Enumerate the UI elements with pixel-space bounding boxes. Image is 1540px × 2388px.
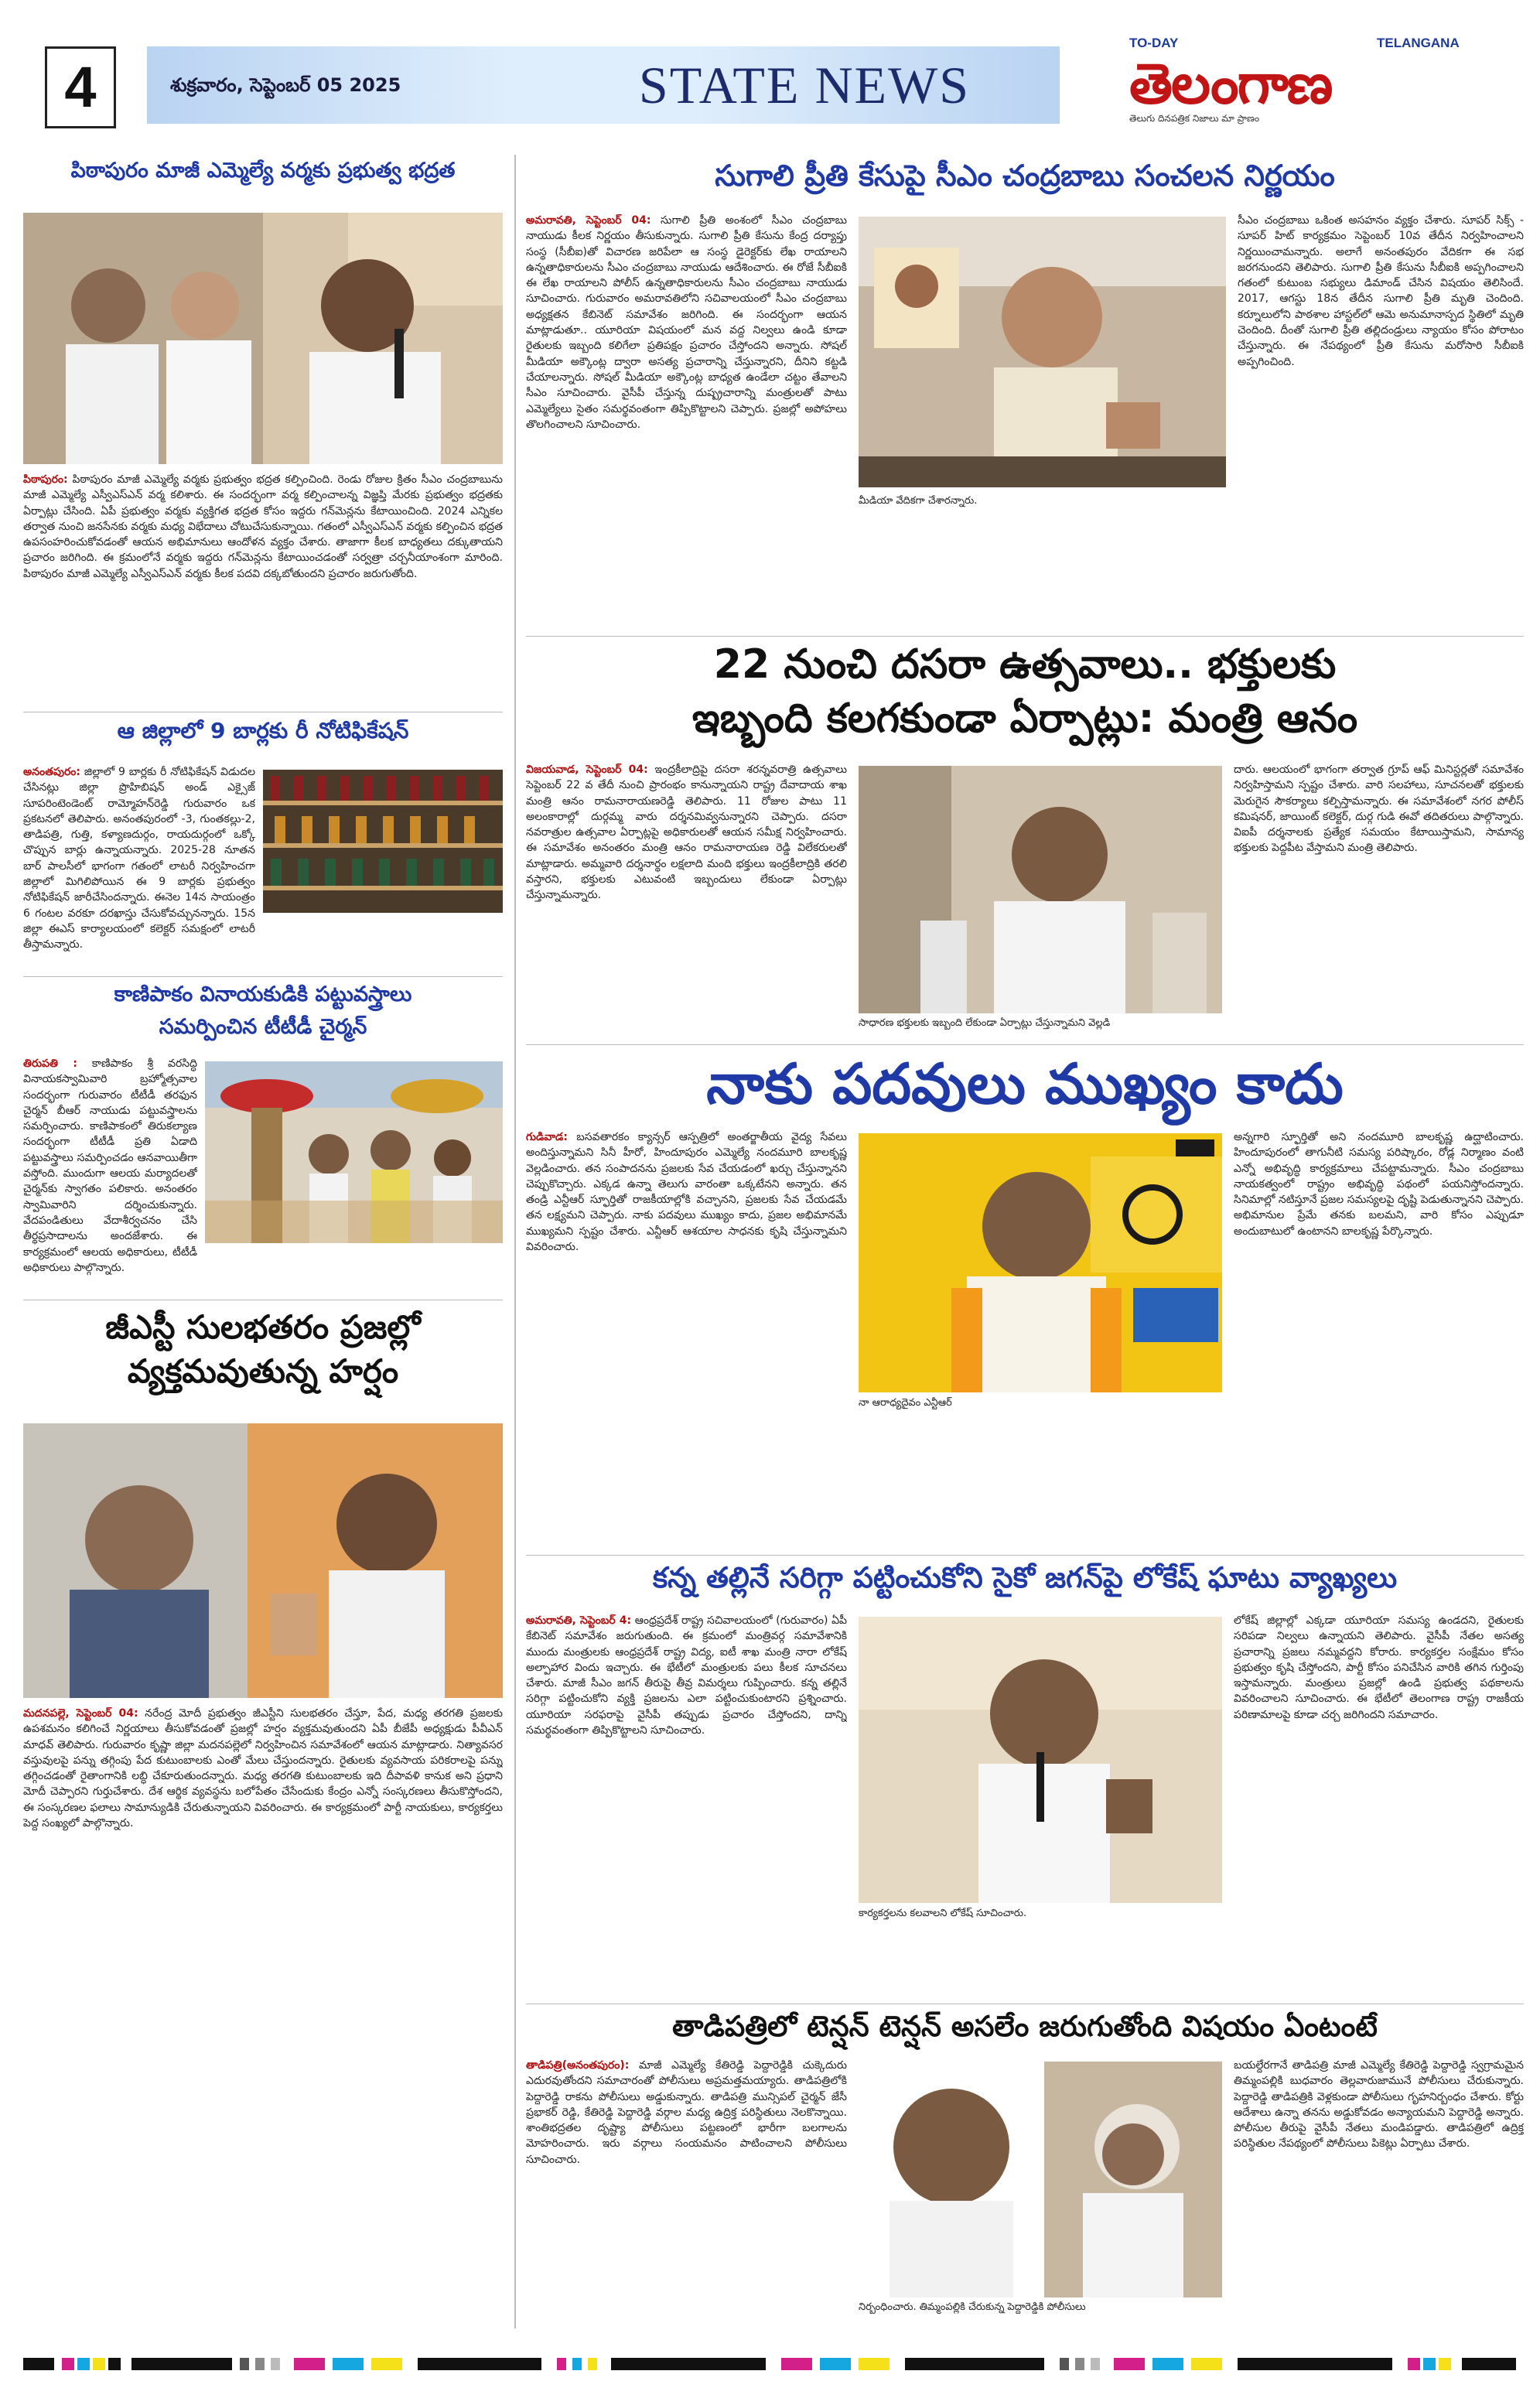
lokesh-photo-caption: కార్యకర్తలను కలవాలని లోకేష్ సూచించారు. [859,1908,1027,1919]
kanipakam-dateline: తిరుపతి : [23,1057,77,1070]
balakrishna-text-left: బసవతారకం క్యాన్సర్ ఆస్పత్రిలో అంతర్జాతీయ వైద్య సేవలు అందిస్తున్నామని సినీ హీరో, హిందూపురం ఎమ్మెల్యే నందమూరి బాలకృష్ణ వెల్లడించారు. తన సంపాదనను ప్రజలకు సేవ చేయడంలో ఖర్చు చేస్తున్నానని చెప్పుకొచ్చారు. ఎక్కడ ఉన్నా తెలుగు వారంతా ఒక్కటేనని అన్నారు. తన తండ్రి ఎన్టీఆర్ స్ఫూర్తితో రాజకీయాల్లోకి వచ్చానని, ప్రజలకు సేవ చేయడమే తన లక్ష్యమని చెప్పారు. నాకు పదవులు ముఖ్యం కాదు, ప్రజల అభిమానమే ముఖ్యమని స్పష్టం చేశారు. ఎన్టీఆర్ ఆశయాల సాధనకు కృషి చేస్తున్నామని వివరించారు. [526,1131,847,1254]
sugali-text-left: సుగాలి ప్రీతి అంశంలో సీఎం చంద్రబాబు నాయుడు కీలక నిర్ణయం తీసుకున్నారు. సుగాలి ప్రీతి కేసును కేంద్ర దర్యాప్తు సంస్థ (సీబీఐ)తో విచారణ జరిపేలా ఆ సంస్థ డైరెక్టర్‌కు లేఖ రాయాలని ఉన్నతాధికారులను సీఎం చంద్రబాబు నాయుడు ఆదేశించారు. ఈ రోజే సీబీఐకి ఈ లేఖ రాయాలని పోలీస్ ఉన్నతాధికారులను సీఎం చంద్రబాబు నాయుడు సూచించారు. గురువారం అమరావతిలోని సచివాలయంలో సీఎం చంద్రబాబు అధ్యక్షతన కేబినెట్ సమావేశం జరిగింది. ఈ సందర్భంగా ఆయన మాట్లాడుతూ.. యూరియా విషయంలో మన వద్ద నిల్వలు ఉండి కూడా రైతులకు ఇబ్బంది కలిగేలా ప్రతిపక్షం ప్రచారం చేస్తోందని అన్నారు. సోషల్ మీడియా అక్కౌంట్ల ద్వారా అసత్య ప్రచారాన్ని చేస్తున్నారని, దీనిని కట్టడి చేయాలన్నారు. సోషల్ మీడియా అక్కౌంట్ల బాధ్యత ఉండేలా చట్టం తేవాలని సీఎం సూచించారు. వైసీపీ చేస్తున్న దుష్ప్రచారాన్ని మంత్రులతో పాటు ఎమ్మెల్యేలు సైతం సమర్థవంతంగా తిప్పికొట్టాలని చెప్పారు. ప్రజల్లో అపోహలు తొలగించాలని సూచించారు. [526,214,847,431]
dasara-headline-2: ఇబ్బంది కలగకుండా ఏర్పాట్లు: మంత్రి ఆనం [691,695,1358,742]
sugali-photo-caption: మీడియా వేదికగా చేశారన్నారు. [859,495,978,507]
lokesh-photo [859,1617,1222,1903]
gst-text: నరేంద్ర మోదీ ప్రభుత్వం జీఎస్టీని సులభతరం చేస్తూ, పేద, మధ్య తరగతి ప్రజలకు ఉపశమనం కలిగించే నిర్ణయాలు తీసుకోవడంతో ప్రజల్లో హర్షం వ్యక్తమవుతుందని ఏపీ బీజేపీ అధ్యక్షుడు పీవీఎన్ మాధవ్ తెలిపారు. గురువారం కృష్ణా జిల్లా మదనపల్లెలో నిర్వహించిన సమావేశంలో ఆయన మాట్లాడారు. నిత్యావసర వస్తువులపై పన్ను తగ్గింపు పేద కుటుంబాలకు ఎంతో మేలు చేస్తుందన్నారు. రైతులకు వ్యవసాయ పరికరాలపై పన్ను తగ్గించడంతో రైతాంగానికి లబ్ధి చేకూరుతుందన్నారు. మధ్య తరగతి కుటుంబాలకు ఇది దీపావళి కానుక అని ప్రధాని మోదీ చెప్పారని గుర్తుచేశారు. దేశ ఆర్థిక వ్యవస్థను బలోపేతం చేసేందుకు కేంద్రం ఎన్నో సంస్కరణలు తీసుకొస్తోందని, ఈ సంస్కరణల ఫలాలు సామాన్యుడికి చేరుతున్నాయని వివరించారు. ఈ కార్యక్రమంలో పార్టీ నాయకులు, కార్యకర్తలు పెద్ద సంఖ్యలో పాల్గొన్నారు. [23,1707,503,1830]
sugali-dateline: అమరావతి, సెప్టెంబర్ 04: [526,214,651,227]
balakrishna-photo [859,1133,1222,1392]
balakrishna-photo-caption: నా ఆరాధ్యదైవం ఎన్టీఆర్ [859,1397,952,1409]
dasara-dateline: విజయవాడ, సెప్టెంబర్ 04: [526,764,648,776]
issue-date: శుక్రవారం, సెప్టెంబర్ 05 2025 [170,74,401,96]
varma-headline: పిఠాపురం మాజీ ఎమ్మెల్యే వర్మకు ప్రభుత్వ భద్రత [70,159,456,183]
tadipatri-headline: తాడిపత్రిలో టెన్షన్ టెన్షన్ అసలేం జరుగుతోంది విషయం ఏంటంటే [672,2010,1378,2043]
tadipatri-photo [859,2062,1222,2297]
sugali-body-right: సీఎం చంద్రబాబు ఒకింత అసహనం వ్యక్తం చేశారు. సూపర్ సిక్స్ - సూపర్ హిట్ కార్యక్రమం సెప్టెంబర్ 10వ తేదీన నిర్వహించాలని నిర్ణయించామన్నారు. అలాగే అనంతపురం వేదికగా ఈ సభ జరగనుందని తెలిపారు. సుగాలి ప్రీతి కేసును సీబీఐకి అప్పగించాలని గతంలో కుటుంబ సభ్యులు డిమాండ్ చేసిన విషయం తెలిసిందే. 2017, ఆగస్టు 18న తేదీన సుగాలి ప్రీతి మృతి చెందింది. కర్నూలులోని పాఠశాల హాస్టల్‌లో ఆమె అనుమానాస్పద స్థితిలో మృతి చెందింది. దీంతో సుగాలి ప్రీతి తల్లిదండ్రులు న్యాయం కోసం పోరాటం చేస్తున్నారు. ఈ నేపథ్యంలో ప్రీతి కేసును మరోసారి సీబీఐకి అప్పగించింది. [1238,214,1524,368]
section-title: STATE NEWS [638,56,971,114]
gst-photo [23,1423,503,1698]
balakrishna-headline: నాకు పదవులు ముఖ్యం కాదు [706,1051,1344,1116]
varma-dateline: పిఠాపురం: [23,473,68,486]
tadipatri-photo-caption: నిర్బంధించారు. తిమ్మంపల్లికి చేరుకున్న పెద్దారెడ్డికి పోలీసులు [859,2301,1086,2313]
gst-dateline: మదనపల్లె, సెప్టెంబర్ 04: [23,1707,138,1720]
bars-headline: ఆ జిల్లాలో 9 బార్లకు రీ నోటిఫికేషన్ [117,718,409,743]
dasara-photo-caption: సాధారణ భక్తులకు ఇబ్బంది లేకుండా ఏర్పాట్లు చేస్తున్నామని వెల్లడి [859,1017,1111,1029]
logo-tagline: తెలుగు దినపత్రిక నిజాలు మా ప్రాణం [1129,113,1260,124]
lokesh-headline: కన్న తల్లినే సరిగ్గా పట్టించుకోని సైకో జగన్‌పై లోకేష్ ఘాటు వ్యాఖ్యలు [652,1561,1398,1594]
varma-text: పిఠాపురం మాజీ ఎమ్మెల్యే వర్మకు ప్రభుత్వం భద్రత కల్పించింది. రెండు రోజుల క్రితం సీఎం చంద్రబాబును మాజీ ఎమ్మెల్యే ఎస్వీఎస్ఎన్ వర్మ కలిశారు. ఈ సందర్భంగా వర్మ కల్పించాలన్న విజ్ఞప్తి మేరకు ప్రభుత్వం భద్రతకు ఏర్పాట్లు చేసింది. ఏపీ ప్రభుత్వం వర్మకు వ్యక్తిగత భద్రత కోసం ఇద్దరు గన్‌మెన్లను కేటాయించింది. 2024 ఎన్నికల తర్వాత నుంచి జనసేనకు వర్మకు మధ్య విభేదాలు చోటుచేసుకున్నాయి. గతంలో ఎస్వీఎస్ఎన్ వర్మకు కల్పించిన భద్రత ఉపసంహరించుకోవడంతో ఆయన అభిమానులు ఆందోళన వ్యక్తం చేశారు. తాజాగా కీలక బాధ్యతలు దక్కుతాయని ప్రచారం జరిగింది. ఈ క్రమంలోనే వర్మకు ఇద్దరు గన్‌మెన్లను కేటాయించడంతో సర్వత్రా చర్చనీయాంశంగా మారింది. పిఠాపురం మాజీ ఎమ్మెల్యే ఎస్వీఎస్ఎన్ వర్మకు కీలక పదవి దక్కబోతుందని ప్రచారం జరుగుతోంది. [23,473,503,580]
divider [526,636,1524,637]
gst-body [23,1706,503,2325]
kanipakam-body [23,1056,197,1296]
kanipakam-photo [205,1061,503,1243]
gst-headline: జీఎస్టీ సులభతరం ప్రజల్లో వ్యక్తమవుతున్న హర్షం [105,1308,421,1390]
sugali-body-left [526,213,847,630]
bars-dateline: అనంతపురం: [23,766,80,778]
dasara-text-left: ఇంద్రకీలాద్రిపై దసరా శరన్నవరాత్రి ఉత్సవాలు సెప్టెంబర్ 22 వ తేదీ నుంచి ప్రారంభం కానున్నాయని రాష్ట్ర దేవాదాయ శాఖ మంత్రి ఆనం రామనారాయణరెడ్డి తెలిపారు. 11 రోజుల పాటు 11 అలంకారాల్లో దుర్గమ్మ వారు దర్శనమివ్వనున్నారని చెప్పారు. దసరా నవరాత్రుల ఉత్సవాల ఏర్పాట్లపై అధికారులతో ఆయన సమీక్ష నిర్వహించారు. ఈ సమావేశం అనంతరం మంత్రి ఆనం రామనారాయణ రెడ్డి విలేకరులతో మాట్లాడారు. అమ్మవారి దర్శనార్థం లక్షలాది మంది భక్తులు ఇంద్రకీలాద్రికి తరలి వస్తారని, భక్తులకు ఎటువంటి ఇబ్బందులు లేకుండా ఏర్పాట్లు చేస్తున్నామన్నారు. [526,764,847,902]
kanipakam-headline-2: సమర్పించిన టీటీడీ చైర్మన్ [159,1015,367,1039]
sugali-headline: సుగాలి ప్రీతి కేసుపై సీఎం చంద్రబాబు సంచలన నిర్ణయం [715,159,1335,193]
logo-telangana-text: TELANGANA [1377,36,1460,50]
logo-name: తెలంగాణ [1129,51,1332,116]
varma-photo [23,213,503,464]
balakrishna-body-left [526,1129,847,1547]
dasara-body-right: దారు. ఆలయంలో భాగంగా తర్వాత గ్రూప్ ఆఫ్ మినిస్టర్లతో సమావేశం నిర్వహిస్తామని స్పష్టం చేశారు. వారి సలహాలు, సూచనలతో భక్తులకు మెరుగైన సౌకర్యాలు కల్పిస్తామన్నారు. ఈ సమావేశంలో నగర పోలీస్ కమిషనర్, జాయింట్ కలెక్టర్, దుర్గ గుడి ఈవో తదితరులు పాల్గొన్నారు. విఐపీ దర్శనాలకు ప్రత్యేక సమయం కేటాయిస్తామని, సామాన్య భక్తులకు పెద్దపీట వేస్తామని మంత్రి తెలిపారు. [1234,764,1524,855]
sugali-photo [859,217,1226,487]
logo-today-text: TO-DAY [1129,36,1179,50]
tadipatri-text-left: మాజీ ఎమ్మెల్యే కేతిరెడ్డి పెద్దారెడ్డికి చుక్కెదురు ఎదురవుతోందని సమాచారంతో పోలీసులు అప్రమత్తమయ్యారు. తాడిపత్రిలోకి పెద్దారెడ్డి రాకను పోలీసులు అడ్డుకున్నారు. తాడిపత్రి మున్సిపల్ చైర్మన్ జేసీ ప్రభాకర్ రెడ్డి, కేతిరెడ్డి పెద్దారెడ్డి వర్గాల మధ్య ఉద్రిక్త పరిస్థితులు నెలకొన్నాయి. శాంతిభద్రతల దృష్ట్యా పోలీసులు పట్టణంలో భారీగా బలగాలను మోహరించారు. ఇరు వర్గాలు సంయమనం పాటించాలని పోలీసులు సూచించారు. [526,2059,847,2166]
page-number: 4 [45,46,116,128]
newspaper-logo [1129,36,1477,128]
column-divider [514,155,516,2328]
tadipatri-body-left [526,2058,847,2321]
dasara-body-left [526,762,847,1037]
divider [23,976,503,977]
lokesh-dateline: అమరావతి, సెప్టెంబర్ 4: [526,1614,632,1627]
bars-body [23,764,255,962]
kanipakam-headline-1: కాణిపాకం వినాయకుడికి పట్టువస్త్రాలు [114,982,412,1006]
masthead [0,0,1540,139]
divider [526,1044,1524,1045]
liquor-shelf-photo [263,770,503,913]
lokesh-body-right: లోకేష్ జిల్లాల్లో ఎక్కడా యూరియా సమస్య ఉండదని, రైతులకు సరిపడా నిల్వలు ఉన్నాయని తెలిపారు. వైసీపీ నేతల అసత్య ప్రచారాన్ని ప్రజలు నమ్మవద్దని కోరారు. కార్యకర్తల సంక్షేమం కోసం ప్రభుత్వం కృషి చేస్తోందని, పార్టీ కోసం పనిచేసిన వారికి తగిన గుర్తింపు ఇస్తామన్నారు. మంత్రులు ప్రజల్లో ఉండి ప్రభుత్వ పథకాలను వివరించాలని సూచించారు. ఈ భేటీలో తెలంగాణ రాష్ట్ర రాజకీయ పరిణామాలపై కూడా చర్చ జరిగిందని సమాచారం. [1234,1614,1524,1721]
dasara-photo [859,766,1222,1013]
lokesh-text-left: ఆంధ్రప్రదేశ్ రాష్ట్ర సచివాలయంలో (గురువారం) ఏపీ కేబినెట్ సమావేశం జరుగుతుంది. ఈ క్రమంలో మంత్రివర్గ సమావేశానికి ముందు మంత్రులకు ఆంధ్రప్రదేశ్ రాష్ట్ర విద్య, ఐటీ శాఖ మంత్రి నారా లోకేష్ అల్పాహార విందు ఇచ్చారు. ఈ భేటీలో మంత్రులకు పలు కీలక సూచనలు చేశారు. మాజీ సీఎం జగన్ తీరుపై తీవ్ర విమర్శలు గుప్పించారు. కన్న తల్లినే సరిగ్గా పట్టించుకోని వ్యక్తి ప్రజలను ఎలా పట్టించుకుంటారని ప్రశ్నించారు. యూరియా సరఫరాపై వైసీపీ తప్పుడు ప్రచారం చేస్తోందని, దాన్ని సమర్థవంతంగా తిప్పికొట్టాలని సూచించారు. [526,1614,847,1737]
divider [526,1555,1524,1556]
balakrishna-dateline: గుడివాడ: [526,1131,568,1143]
balakrishna-body-right: అన్నగారి స్ఫూర్తితో అని నందమూరి బాలకృష్ణ ఉద్ఘాటించారు. హిందూపురంలో తాగునీటి సమస్య పరిష్కారం, రోడ్ల నిర్మాణం వంటి ఎన్నో అభివృద్ధి కార్యక్రమాలు చేపట్టామన్నారు. సీఎం చంద్రబాబు నాయకత్వంలో రాష్ట్రం అభివృద్ధి పథంలో పయనిస్తోందన్నారు. సినిమాల్లో నటిస్తూనే ప్రజల సమస్యలపై దృష్టి పెడుతున్నానని చెప్పారు. అభిమానుల ప్రేమే తనకు బలమని, వారి కోసం ఎప్పుడూ అందుబాటులో ఉంటానని బాలకృష్ణ పేర్కొన్నారు. [1234,1131,1524,1238]
tadipatri-dateline: తాడిపత్రి(అనంతపురం): [526,2059,630,2072]
lokesh-body-left [526,1613,847,2000]
tadipatri-body-right: బయల్దేరగానే తాడిపత్రి మాజీ ఎమ్మెల్యే కేతిరెడ్డి పెద్దారెడ్డి స్వగ్రామమైన తిమ్మంపల్లికి బుధవారం తెల్లవారుజామునే పోలీసులు చేరుకున్నారు. పెద్దారెడ్డి తాడిపత్రికి వెళ్లకుండా పోలీసులు గృహనిర్బంధం చేశారు. కోర్టు ఆదేశాలు ఉన్నా తనను అడ్డుకోవడం అన్యాయమని పెద్దారెడ్డి అన్నారు. పోలీసుల తీరుపై వైసీపీ నేతలు మండిపడ్డారు. తాడిపత్రిలో ఉద్రిక్త పరిస్థితుల నేపథ్యంలో పోలీసులు పికెట్లు ఏర్పాటు చేశారు. [1234,2059,1524,2151]
dasara-headline-1: 22 నుంచి దసరా ఉత్సవాలు.. భక్తులకు [713,641,1337,688]
varma-body [23,472,503,712]
print-registration-bar [0,2344,1540,2385]
sugali-body-mid [855,511,1226,630]
kanipakam-text: కాణిపాకం శ్రీ వరసిద్ధి వినాయకస్వామివారి బ్రహ్మోత్సవాల సందర్భంగా గురువారం టీటీడీ తరఫున చైర్మన్ బీఆర్ నాయుడు పట్టువస్త్రాలను సమర్పించారు. కాణిపాకంలో తిరుకల్యాణ సందర్భంగా టీటీడీ ప్రతి ఏడాది పట్టువస్త్రాలు సమర్పించడం ఆనవాయితీగా వస్తోంది. ముందుగా ఆలయ మర్యాదలతో చైర్మన్‌కు స్వాగతం పలికారు. అనంతరం స్వామివారిని దర్శించుకున్నారు. వేదపండితులు వేదాశీర్వచనం చేసి తీర్థప్రసాదాలను అందజేశారు. ఈ కార్యక్రమంలో ఆలయ అధికారులు, టీటీడీ అధికారులు పాల్గొన్నారు. [23,1057,197,1274]
bars-text: జిల్లాలో 9 బార్లకు రీ నోటిఫికేషన్ విడుదల చేసినట్లు జిల్లా ప్రొహిబిషన్ అండ్ ఎక్సైజ్ సూపరింటెండెంట్ రామ్మోహన్‌రెడ్డి గురువారం ఒక ప్రకటనలో తెలిపారు. అనంతపురంలో -3, గుంతకల్లు-2, తాడిపత్రి, గుత్తి, కళ్యాణదుర్గం, రాయదుర్గంలో ఒక్కో చొప్పున బార్లు ఉన్నాయన్నారు. 2025-28 నూతన బార్ పాలసీలో భాగంగా గతంలో లాటరీ నిర్వహించగా జిల్లాలో మిగిలిపోయిన ఈ 9 బార్లకు ప్రభుత్వం నోటిఫికేషన్ జారీచేసిందన్నారు. ఈనెల 14న సాయంత్రం 6 గంటల వరకూ దరఖాస్తు చేసుకోవచ్చునన్నారు. 15న జిల్లా ఈఎస్ కార్యాలయంలో కలెక్టర్ సమక్షంలో లాటరీ తీస్తామన్నారు. [23,766,255,951]
